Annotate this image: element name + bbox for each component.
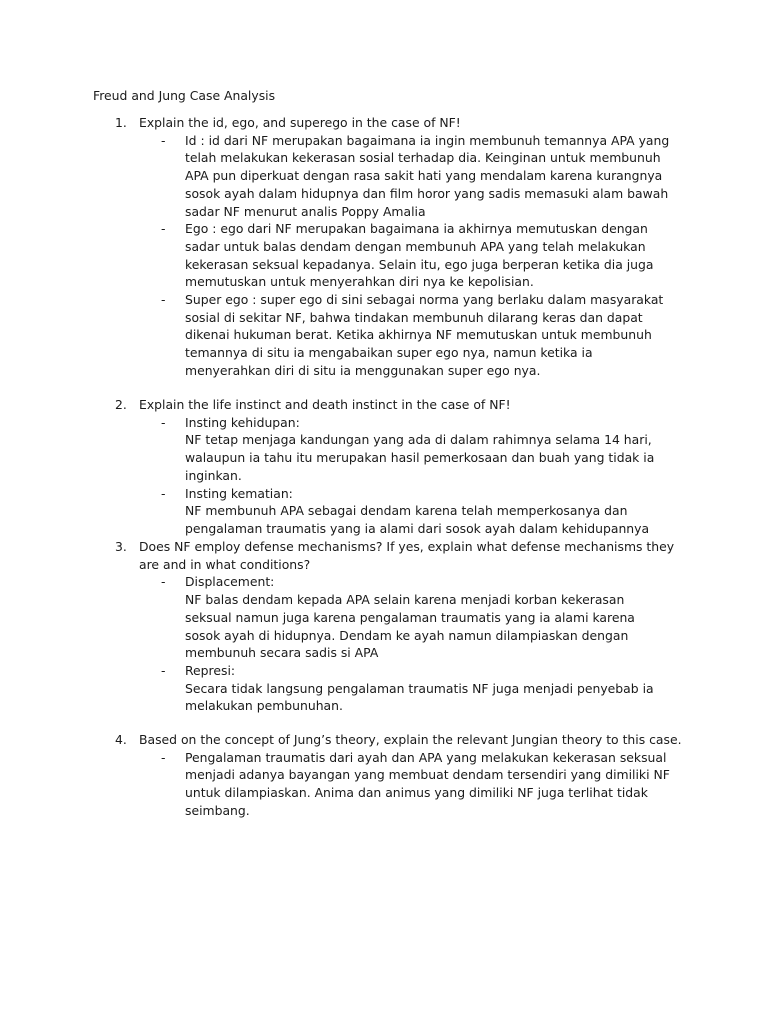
answer-item-superego [93,291,673,380]
answer-item-life-instinct [93,414,673,485]
dash-bullet: - [161,221,166,237]
question-number: 2. [115,397,127,412]
answer-heading: Represi: [185,662,236,678]
question-text: Explain the id, ego, and superego in the case of NF! [139,115,461,130]
dash-bullet: - [161,662,166,678]
question-text: Does NF employ defense mechanisms? If yes, explain what defense mechanisms they are and in what conditions? [139,539,675,572]
answer-item-ego [93,220,673,291]
question-2 [93,396,693,538]
dash-bullet: - [161,485,166,501]
answer-item-displacement [93,573,673,662]
answer-text: Pengalaman traumatis dari ayah dan APA yang melakukan kekerasan seksual menjadi adanya bayangan yang membuat dendam tersendiri yang dimiliki NF untuk dilampiaskan. Anima dan animus yang dimiliki NF juga terlihat tidak seimbang. [185,749,670,818]
question-number: 1. [115,115,127,130]
answer-item-id [93,132,673,221]
question-text: Based on the concept of Jung’s theory, explain the relevant Jungian theory to this case. [139,732,682,747]
answer-list [93,573,693,715]
dash-bullet: - [161,749,166,765]
answer-list [93,132,693,380]
answer-heading: Insting kehidupan: [185,414,300,430]
document-title: Freud and Jung Case Analysis [93,88,276,103]
answer-text: Secara tidak langsung pengalaman traumatis NF juga menjadi penyebab ia melakukan pembunuhan. [185,680,654,714]
question-text: Explain the life instinct and death instinct in the case of NF! [139,397,511,412]
answer-list [93,749,693,820]
answer-text: NF membunuh APA sebagai dendam karena telah memperkosanya dan pengalaman traumatis yang ia alami dari sosok ayah dalam kehidupannya [185,503,650,536]
dash-bullet: - [161,414,166,430]
question-number: 4. [115,732,127,747]
dash-bullet: - [161,292,166,308]
answer-heading: Displacement: [185,574,275,590]
question-number: 3. [115,539,127,554]
answer-text: Id : id dari NF merupakan bagaimana ia ingin membunuh temannya APA yang telah melakukan kekerasan sosial terhadap dia. Keinginan untuk membunuh APA pun diperkuat dengan rasa sakit hati yang mendalam karena kurangnya sosok ayah dalam hidupnya dan film horor yang sadis memasuki alam bawah sadar NF menurut analis Poppy Amalia [185,132,670,219]
question-1 [93,114,693,380]
question-heading [93,114,693,132]
answer-text: Ego : ego dari NF merupakan bagaimana ia akhirnya memutuskan dengan sadar untuk balas dendam dengan membunuh APA yang telah melakukan kekerasan seksual kepadanya. Selain itu, ego juga berperan ketika dia juga memutuskan untuk menyerahkan diri nya ke kepolisian. [185,221,654,290]
answer-text: NF balas dendam kepada APA selain karena menjadi korban kekerasan seksual namun juga karena pengalaman traumatis yang ia alami karena sosok ayah di hidupnya. Dendam ke ayah namun dilampiaskan dengan membunuh secara sadis si APA [185,592,635,661]
question-heading [93,731,693,749]
question-heading [93,396,693,414]
answer-heading: Insting kematian: [185,485,293,501]
answer-list [93,414,693,538]
answer-item-jungian [93,749,673,820]
question-heading [93,538,693,573]
answer-text: NF tetap menjaga kandungan yang ada di dalam rahimnya selama 14 hari, walaupun ia tahu itu merupakan hasil pemerkosaan dan buah yang tidak ia inginkan. [185,432,655,483]
dash-bullet: - [161,132,166,148]
answer-text: Super ego : super ego di sini sebagai norma yang berlaku dalam masyarakat sosial di sekitar NF, bahwa tindakan membunuh dilarang keras dan dapat dikenai hukuman berat. Ketika akhirnya NF memutuskan untuk membunuh temannya di situ ia mengabaikan super ego nya, namun ketika ia menyerahkan diri di situ ia menggunakan super ego nya. [185,292,664,378]
question-4 [93,731,693,820]
question-3 [93,538,693,715]
dash-bullet: - [161,574,166,590]
answer-item-death-instinct [93,485,673,538]
answer-item-repression [93,662,673,715]
